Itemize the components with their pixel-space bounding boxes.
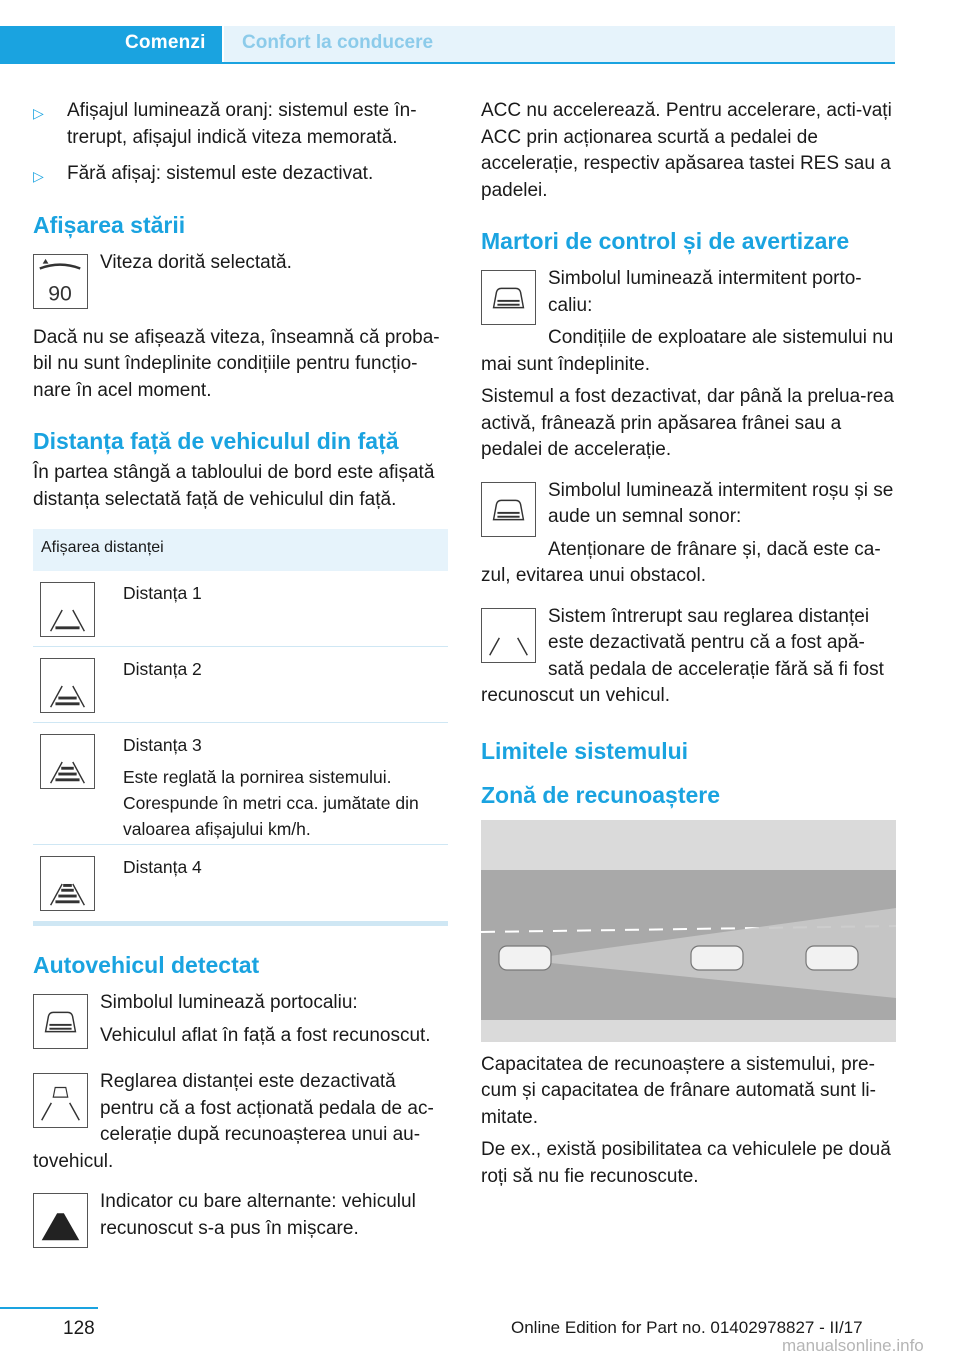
bullet-item: ▷ Afișajul luminează oranj: sistemul este în-trerupt, afișajul indică viteza memorată. xyxy=(33,100,417,148)
distance-2-icon xyxy=(40,658,95,713)
header-divider xyxy=(0,62,895,64)
distance-1-icon xyxy=(40,582,95,637)
distance-3-icon xyxy=(40,734,95,789)
watermark: manualsonline.info xyxy=(782,1336,924,1355)
speed-90-icon xyxy=(33,254,88,309)
left-column: ▷ Afișajul luminează oranj: sistemul este în-trerupt, afișajul indică viteza memorată. ▷ Fără afișaj: sistemul este dezactivat. Afișarea stării 90 Viteza dorită selectată. Dacă nu se afișează viteza, înseamnă că proba-bil nu sunt îndeplinite condițiile pentru funcțio-nare în acel moment. Distanța față de vehiculul din față În partea stângă a tabloului de bord este afișată distanța selectată față de vehiculul din față. Afișarea distanței Distanța 1 Distanța 2 Distanța 3 Este reglată la pornirea sistemului. Corespunde în metri cca. jumătate din valoarea afișajului km/h. Distanța 4 Autovehicul detectat Simbolul luminează portocaliu: Vehiculul aflat în față a fost recunoscut. Reglarea distanței este dezactivată pentru că a fost acționată pedala de ac-celerație după recunoașterea unui au-tovehicul. Indicator cu bare alternante: vehiculul recunoscut s-a pus în mișcare. xyxy=(33,98,448,1254)
table-header: Afișarea distanței xyxy=(33,529,448,571)
svg-text:90: 90 xyxy=(48,281,72,305)
detection-zone-illustration xyxy=(481,820,896,1042)
distance-paragraph: În partea stângă a tabloului de bord este afișată distanța selectată față de vehiculul din față. xyxy=(33,462,435,510)
page-header xyxy=(0,26,895,62)
header-tab-chapter[interactable]: Comenzi xyxy=(0,26,222,62)
acc-paragraph: ACC nu accelerează. Pentru accelerare, acti-vați ACC prin acționarea scurtă a pedalei de accelerație, respectiv apăsarea tastei RES sau a padelei. xyxy=(481,100,892,201)
table-row: Distanța 3 Este reglată la pornirea sistemului. Corespunde în metri cca. jumătate din valoarea afișajului km/h. xyxy=(33,723,448,845)
triangle-bullet-icon: ▷ xyxy=(33,105,44,121)
table-row: Distanța 4 xyxy=(33,845,448,921)
right-column: ACC nu accelerează. Pentru accelerare, acti-vați ACC prin acționarea scurtă a pedalei de accelerație, respectiv apăsarea tastei RES sau a padelei. Martori de control și de avertizare Simbolul luminează intermitent porto-caliu: Condițiile de exploatare ale sistemului nu mai sunt îndeplinite. Sistemul a fost dezactivat, dar până la prelua-rea activă, frânează prin apăsarea frânei sau a pedalei de accelerație. Simbolul luminează intermitent roșu și se aude un semnal sonor: Atenționare de frânare și, dacă este ca-zul, evitarea unui obstacol. Sistem întrerupt sau reglarea distanței este dezactivată pentru că a fost apă-sată pedala de accelerație fără să fi fost recunoscut un vehicul. Limitele sistemului Zonă de recunoaștere Capacitatea de recunoaștere a sistemului, pre-cum și capacitatea de frânare automată sunt li-mitate. De ex., există posibilitatea ca vehiculele pe două roți să nu fie recunoscute. xyxy=(481,98,896,1190)
car-lane-disabled-icon xyxy=(33,1073,88,1128)
heading-distance: Distanța față de vehiculul din față xyxy=(33,428,399,454)
distance-4-icon xyxy=(40,856,95,911)
status-paragraph: Dacă nu se afișează viteza, înseamnă că proba-bil nu sunt îndeplinite condițiile pentru funcțio-nare în acel moment. xyxy=(33,326,440,401)
limits-paragraph-1: Capacitatea de recunoaștere a sistemului, pre-cum și capacitatea de frânare automată sunt li-mitate. xyxy=(481,1053,876,1128)
limits-paragraph-2: De ex., există posibilitatea ca vehiculele pe două roți să nu fie recunoscute. xyxy=(481,1139,891,1187)
lane-lines-icon xyxy=(481,608,536,663)
edition-note: Online Edition for Part no. 01402978827 - II/17 xyxy=(511,1318,863,1337)
bullet-item: ▷ Fără afișaj: sistemul este dezactivat. xyxy=(33,161,448,188)
footer-divider xyxy=(0,1307,98,1309)
heading-limits: Limitele sistemului xyxy=(481,737,689,764)
header-tab-section[interactable]: Confort la conducere xyxy=(224,26,895,62)
car-warning-red-icon xyxy=(481,482,536,537)
distance-bars-icon xyxy=(33,1193,88,1248)
table-row: Distanța 2 xyxy=(33,647,448,723)
table-bottom-rule xyxy=(33,921,448,926)
table-row: Distanța 1 xyxy=(33,571,448,647)
heading-detected: Autovehicul detectat xyxy=(33,952,260,978)
car-warning-orange-icon xyxy=(481,270,536,325)
distance-table xyxy=(33,529,448,926)
heading-zone: Zonă de recunoaștere xyxy=(481,781,721,808)
heading-status: Afișarea stării xyxy=(33,211,186,238)
triangle-bullet-icon: ▷ xyxy=(33,168,44,184)
heading-lamps: Martori de control și de avertizare xyxy=(481,228,850,254)
page-number: 128 xyxy=(63,1318,95,1339)
status-text: Viteza dorită selectată. xyxy=(100,251,292,273)
car-detected-icon xyxy=(33,994,88,1049)
